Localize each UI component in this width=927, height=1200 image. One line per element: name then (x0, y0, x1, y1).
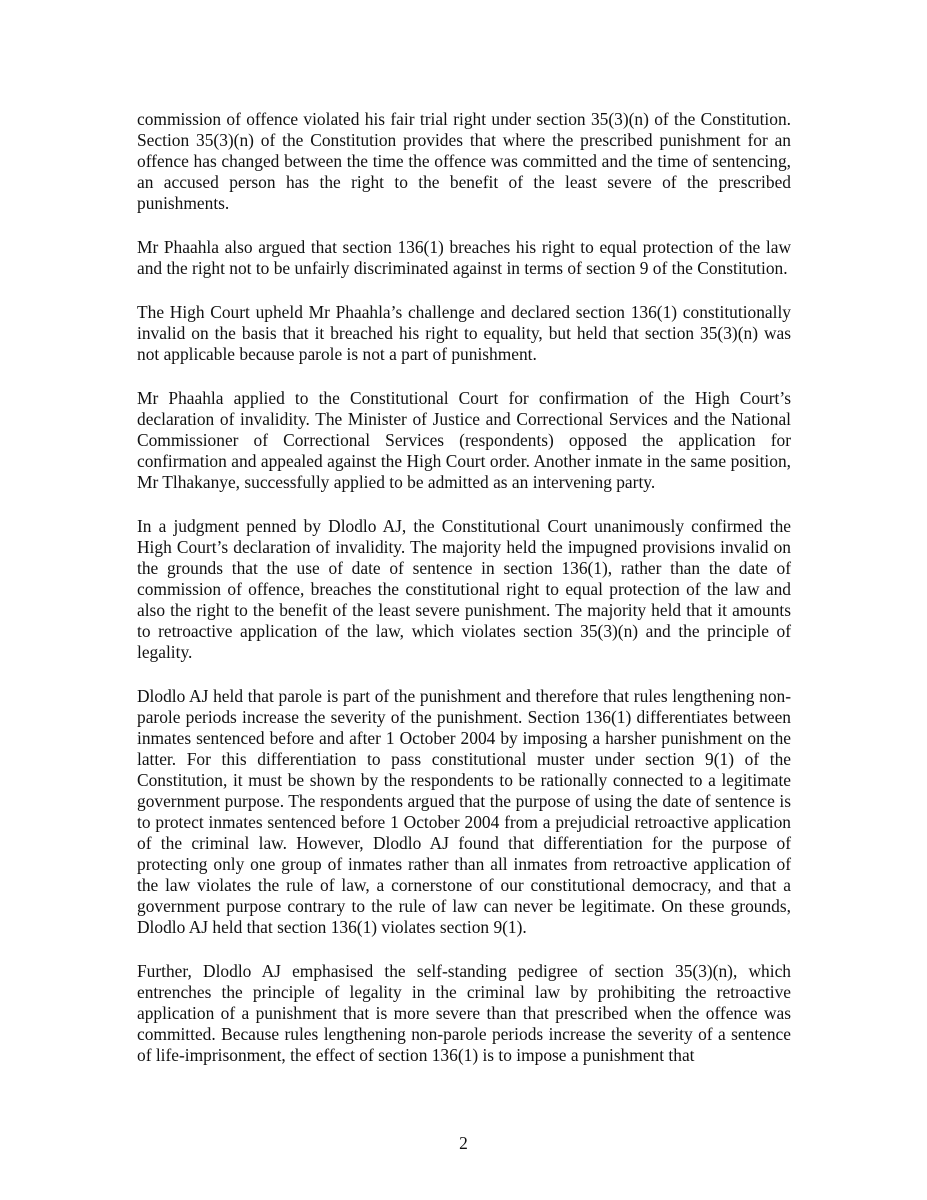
paragraph-1: commission of offence violated his fair trial right under section 35(3)(n) of the Constitution. Section 35(3)(n) of the Constitution provides that where the prescribed punishment for an offence has changed between the time the offence was committed and the time of sentencing, an accused person has the right to the benefit of the least severe of the prescribed punishments. (137, 109, 791, 213)
paragraph-6: Dlodlo AJ held that parole is part of the punishment and therefore that rules lengthening non-parole periods increase the severity of the punishment. Section 136(1) differentiates between inmates sentenced before and after 1 October 2004 by imposing a harsher punishment on the latter. For this differentiation to pass constitutional muster under section 9(1) of the Constitution, it must be shown by the respondents to be rationally connected to a legitimate government purpose. The respondents argued that the purpose of using the date of sentence is to protect inmates sentenced before 1 October 2004 from a prejudicial retroactive application of the criminal law. However, Dlodlo AJ found that differentiation for the purpose of protecting only one group of inmates rather than all inmates from retroactive application of the law violates the rule of law, a cornerstone of our constitutional democracy, and that a government purpose contrary to the rule of law can never be legitimate. On these grounds, Dlodlo AJ held that section 136(1) violates section 9(1). (137, 686, 791, 937)
paragraph-5: In a judgment penned by Dlodlo AJ, the Constitutional Court unanimously confirmed the High Court’s declaration of invalidity. The majority held the impugned provisions invalid on the grounds that the use of date of sentence in section 136(1), rather than the date of commission of offence, breaches the constitutional right to equal protection of the law and also the right to the benefit of the least severe punishment. The majority held that it amounts to retroactive application of the law, which violates section 35(3)(n) and the principle of legality. (137, 516, 791, 662)
document-body (137, 109, 791, 1089)
paragraph-3: The High Court upheld Mr Phaahla’s challenge and declared section 136(1) constitutionally invalid on the basis that it breached his right to equality, but held that section 35(3)(n) was not applicable because parole is not a part of punishment. (137, 302, 791, 364)
page-number: 2 (459, 1133, 468, 1153)
paragraph-4: Mr Phaahla applied to the Constitutional Court for confirmation of the High Court’s declaration of invalidity. The Minister of Justice and Correctional Services and the National Commissioner of Correctional Services (respondents) opposed the application for confirmation and appealed against the High Court order. Another inmate in the same position, Mr Tlhakanye, successfully applied to be admitted as an intervening party. (137, 388, 791, 492)
paragraph-7: Further, Dlodlo AJ emphasised the self-standing pedigree of section 35(3)(n), which entrenches the principle of legality in the criminal law by prohibiting the retroactive application of a punishment that is more severe than that prescribed when the offence was committed. Because rules lengthening non-parole periods increase the severity of a sentence of life-imprisonment, the effect of section 136(1) is to impose a punishment that (137, 961, 791, 1065)
paragraph-2: Mr Phaahla also argued that section 136(1) breaches his right to equal protection of the law and the right not to be unfairly discriminated against in terms of section 9 of the Constitution. (137, 237, 791, 278)
